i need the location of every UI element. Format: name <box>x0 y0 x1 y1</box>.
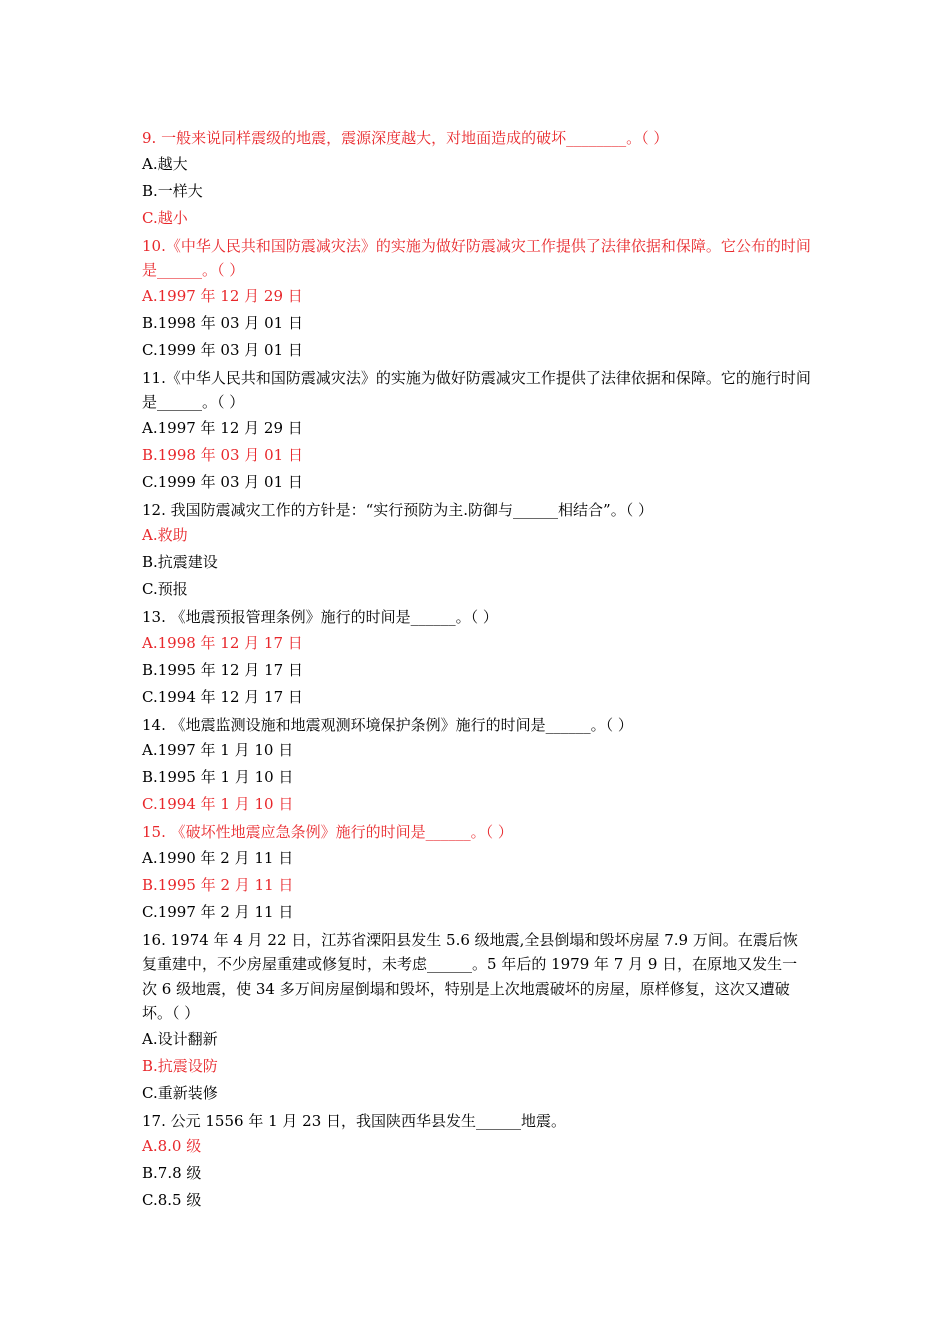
answer-option-correct: A.8.0 级 <box>142 1137 202 1155</box>
answer-option-correct: A.1997 年 12 月 29 日 <box>142 286 303 305</box>
answer-option: A.1997 年 12 月 29 日 <box>142 418 303 437</box>
question-text: 12. 我国防震减灾工作的方针是：“实行预防为主.防御与______相结合”。（ ） <box>142 500 653 519</box>
question-text: 17. 公元 1556 年 1 月 23 日，我国陕西华县发生______地震。 <box>142 1111 567 1130</box>
question-block <box>142 498 812 604</box>
question-block <box>142 605 812 711</box>
answer-option: C.8.5 级 <box>142 1191 202 1209</box>
answer-option-correct: C.1994 年 1 月 10 日 <box>142 795 294 813</box>
answer-option: B.1995 年 1 月 10 日 <box>142 768 294 786</box>
answer-option-correct: C.越小 <box>142 208 188 227</box>
answer-option-correct: A.1998 年 12 月 17 日 <box>142 633 303 652</box>
question-block <box>142 928 812 1107</box>
answer-option: B.一样大 <box>142 181 203 200</box>
question-block <box>142 820 812 926</box>
answer-option: A.设计翻新 <box>142 1029 218 1048</box>
question-block <box>142 713 812 819</box>
question-text: 13. 《地震预报管理条例》施行的时间是______。（ ） <box>142 608 498 626</box>
answer-option: B.7.8 级 <box>142 1164 202 1182</box>
question-text: 11.《中华人民共和国防震减灾法》的实施为做好防震减灾工作提供了法律依据和保障。它的施行时间是______。（ ） <box>142 368 811 411</box>
answer-option: C.1994 年 12 月 17 日 <box>142 687 303 706</box>
question-text: 9. 一般来说同样震级的地震，震源深度越大，对地面造成的破坏________。（ ） <box>142 129 669 147</box>
question-text: 10.《中华人民共和国防震减灾法》的实施为做好防震减灾工作提供了法律依据和保障。它公布的时间是______。（ ） <box>142 236 811 279</box>
question-block <box>142 1109 812 1215</box>
answer-option: A.1990 年 2 月 11 日 <box>142 848 294 867</box>
answer-option: B.1998 年 03 月 01 日 <box>142 313 303 332</box>
question-text: 15. 《破坏性地震应急条例》施行的时间是______。（ ） <box>142 823 513 841</box>
answer-option-correct: B.1998 年 03 月 01 日 <box>142 445 303 464</box>
answer-option: C.重新装修 <box>142 1083 218 1102</box>
answer-option: A.越大 <box>142 154 188 173</box>
question-block <box>142 234 812 364</box>
answer-option-correct: B.抗震设防 <box>142 1056 218 1075</box>
question-text: 16. 1974 年 4 月 22 日，江苏省溧阳县发生 5.6 级地震,全县倒塌和毁坏房屋 7.9 万间。在震后恢复重建中，不少房屋重建或修复时，未考虑______。5 年后的 1979 年 7 月 9 日，在原地又发生一次 6 级地震，使 34 多万间房屋倒塌和毁坏，特别是上次地震破坏的房屋，原样修复，这次又遭破坏。（ ） <box>142 930 798 1022</box>
answer-option-correct: B.1995 年 2 月 11 日 <box>142 875 294 894</box>
answer-option: C.1999 年 03 月 01 日 <box>142 340 303 359</box>
question-block <box>142 366 812 496</box>
answer-option: C.1997 年 2 月 11 日 <box>142 902 294 921</box>
question-list <box>142 124 812 1214</box>
answer-option: A.1997 年 1 月 10 日 <box>142 741 294 759</box>
answer-option: B.1995 年 12 月 17 日 <box>142 660 303 679</box>
answer-option: B.抗震建设 <box>142 553 218 571</box>
answer-option: C.1999 年 03 月 01 日 <box>142 472 303 491</box>
question-text: 14. 《地震监测设施和地震观测环境保护条例》施行的时间是______。（ ） <box>142 715 633 734</box>
answer-option-correct: A.救助 <box>142 526 188 544</box>
question-block <box>142 126 812 232</box>
answer-option: C.预报 <box>142 580 188 598</box>
